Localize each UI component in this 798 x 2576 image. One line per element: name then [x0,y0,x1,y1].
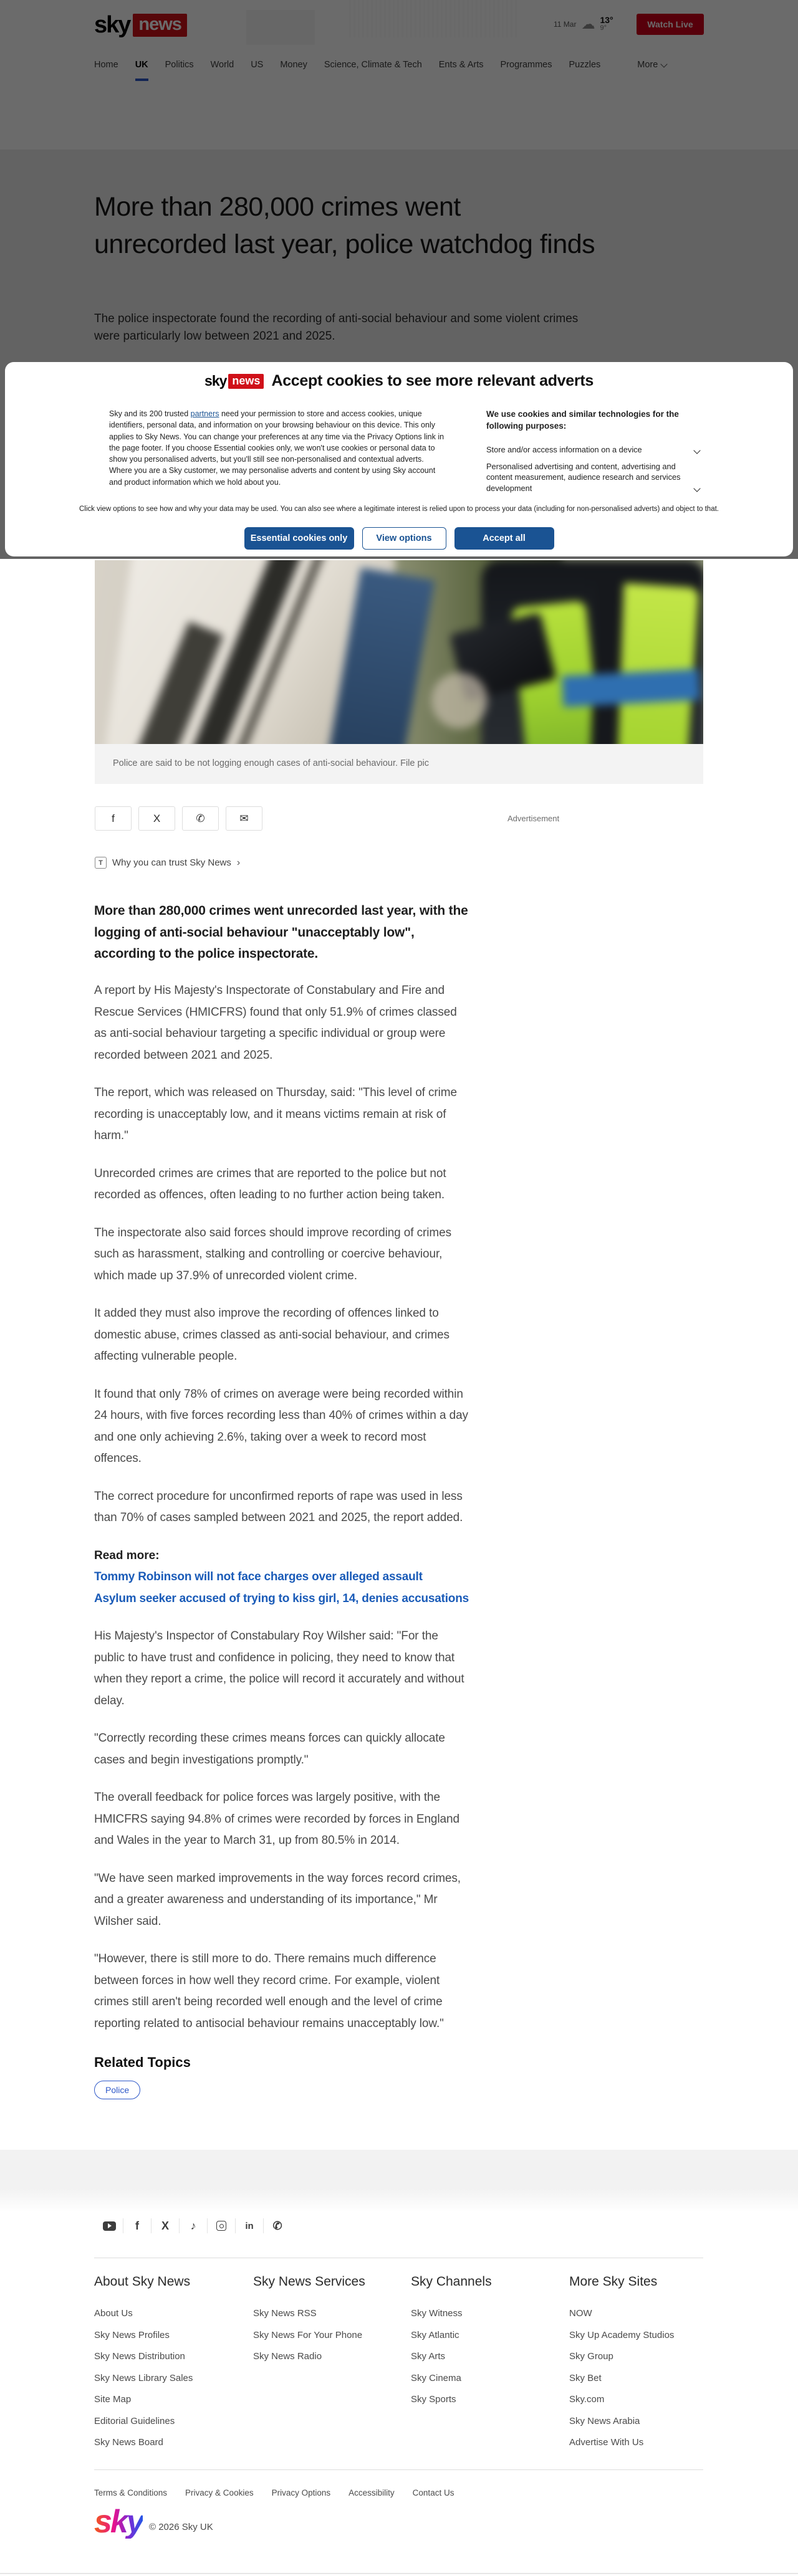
advertisement-label: Advertisement [507,814,560,823]
footer-column-title: Sky News Services [253,2274,365,2289]
article-hero-image [95,560,703,744]
purpose-item-1[interactable] [486,444,699,456]
cookie-purposes-panel [486,408,699,494]
whatsapp-icon: ✆ [272,2219,282,2232]
article-paragraph: "Correctly recording these crimes means forces can quickly allocate cases and begin investigations promptly." [94,1732,445,1767]
read-more-links [94,1567,471,1610]
article-paragraph: His Majesty's Inspector of Constabulary Roy Wilsher said: "For the public to have trust and confidence in policing, they need to know that when they report a crime, the police will record it accurately and without delay. [94,1629,464,1707]
footer-column-sky-news-services [253,2274,403,2373]
cookie-dialog-body-text [109,408,446,488]
footer-column-title: More Sky Sites [569,2274,658,2289]
chevron-right-icon: › [236,857,241,868]
partners-link[interactable]: partners [190,409,219,418]
social-tiktok-button[interactable] [180,2218,208,2233]
footer-link[interactable]: Sky Group [569,2351,613,2362]
article-intro: More than 280,000 crimes went unrecorded last year, with the logging of anti-social behaviour "unacceptably low", according to the police inspectorate. [94,904,468,961]
legal-link-contact-us[interactable]: Contact Us [412,2488,454,2497]
cookie-dialog-buttons [5,527,793,550]
footer-column-about-sky-news [94,2274,244,2459]
footer-link[interactable]: Sky Atlantic [411,2329,459,2340]
footer-link[interactable]: Sky News Distribution [94,2351,185,2362]
footer-column-sky-channels [411,2274,560,2416]
facebook-icon: f [112,812,115,824]
youtube-icon [103,2221,116,2231]
footer-link[interactable]: Sky Up Academy Studios [569,2329,675,2340]
legal-link-privacy-options[interactable]: Privacy Options [271,2488,331,2497]
footer-link[interactable]: Sky News Profiles [94,2329,170,2340]
read-more-label: Read more: [94,1548,160,1562]
footer-link[interactable]: About Us [94,2308,133,2319]
social-facebook-button[interactable] [123,2218,151,2233]
purpose-label: Store and/or access information on a device [486,445,642,454]
footer-link[interactable]: Site Map [94,2394,132,2405]
footer-link[interactable]: Sky Witness [411,2308,463,2319]
footer-link[interactable]: NOW [569,2308,592,2319]
footer-column-more-sky-sites [569,2274,719,2459]
x-icon: X [153,812,161,824]
footer-link[interactable]: Sky News Arabia [569,2415,640,2426]
sky-news-logo-small [204,373,264,389]
footer-link[interactable]: Sky News Board [94,2437,163,2448]
paragraph-group-b [94,1626,471,2035]
linkedin-icon: in [245,2220,254,2231]
footer-column-list [411,2308,560,2416]
footer-column-list [253,2308,403,2373]
cookie-consent-dialog [5,362,793,556]
article-paragraph: The report, which was released on Thursday, said: "This level of crime recording is unacceptably low, and it means victims remain at risk of harm." [94,1086,457,1143]
accept-all-button[interactable]: Accept all [454,527,554,550]
footer-column-list [94,2308,244,2459]
footer-link[interactable]: Advertise With Us [569,2437,644,2448]
cookie-text-after: need your permission to store and access cookies, unique identifiers, personal data, and information on your browsing behaviour on this device. This only applies to Sky News. You can change your preferences at any time via the Privacy Options link in the page footer. If you choose Essential cookies only, we won't use cookies or personal data to show you personalised adverts, but you'll still see non-personalised and contextual adverts. Where you are a Sky customer, we may personalise adverts and content by using Sky account and product information which we hold about you. [109,409,445,487]
logo-sky-text: sky [204,373,227,389]
social-x-button[interactable] [151,2218,180,2233]
copyright: © 2026 Sky UK [149,2522,213,2532]
social-whatsapp-button[interactable] [264,2218,291,2233]
share-row [95,806,262,831]
purpose-label: Personalised advertising and content, advertising and content measurement, audience research and services development [486,461,681,493]
share-x-button[interactable] [138,806,175,831]
social-instagram-button[interactable] [208,2218,236,2233]
legal-link-accessibility[interactable]: Accessibility [349,2488,395,2497]
read-more-link[interactable]: Tommy Robinson will not face charges over alleged assault [94,1570,423,1584]
legal-link-terms-conditions[interactable]: Terms & Conditions [94,2488,168,2497]
footer-link[interactable]: Sky Cinema [411,2372,461,2383]
legal-link-privacy-cookies[interactable]: Privacy & Cookies [185,2488,254,2497]
footer-link[interactable]: Sky News Library Sales [94,2372,193,2383]
article-paragraph: A report by His Majesty's Inspectorate of Constabulary and Fire and Rescue Services (HMICFRS) found that only 51.9% of crimes classed as anti-social behaviour targeting a specific individual or group were recorded between 2021 and 2025. [94,984,457,1062]
footer [0,2212,798,2575]
page-bottom-rule [0,2573,798,2574]
email-icon: ✉ [239,812,249,824]
share-whatsapp-button[interactable] [182,806,219,831]
why-trust-link[interactable] [95,857,240,869]
footer-link[interactable]: Sky Sports [411,2394,456,2405]
footer-column-title: Sky Channels [411,2274,492,2289]
image-caption: Police are said to be not logging enough cases of anti-social behaviour. File pic [113,758,430,768]
chevron-down-icon [693,447,700,454]
police-photo [95,560,703,744]
related-topics-heading: Related Topics [94,2054,191,2071]
paragraph-group-a [94,980,471,1529]
article-paragraph: The correct procedure for unconfirmed reports of rape was used in less than 70% of cases sampled between 2021 and 2025, the report added. [94,1489,463,1525]
footer-column-list [569,2308,719,2459]
tiktok-icon: ♪ [190,2219,196,2232]
footer-column-title: About Sky News [94,2274,191,2289]
footer-link[interactable]: Sky News RSS [253,2308,317,2319]
footer-link[interactable]: Sky Bet [569,2372,602,2383]
logo-news-text: news [228,374,264,389]
cookie-dialog-header [5,372,793,390]
footer-link[interactable]: Editorial Guidelines [94,2415,175,2426]
footer-link[interactable]: Sky News For Your Phone [253,2329,363,2340]
article-paragraph: The overall feedback for police forces was largely positive, with the HMICFRS saying 94.8% of crimes were recorded by forces in England and Wales in the year to March 31, up from 80.5% in 2014. [94,1791,459,1848]
social-youtube-button[interactable] [95,2218,123,2233]
social-linkedin-button[interactable] [236,2218,264,2233]
cookie-dialog-note: Click view options to see how and why your data may be used. You can also see where a legitimate interest is relied upon to process your data (including for non-personalised adverts) and object to that. [79,505,719,513]
article-paragraph: The inspectorate also said forces should improve recording of crimes such as harassment, stalking and controlling or coercive behaviour, which made up 37.9% of unrecorded violent crime. [94,1226,451,1282]
image-caption-bar [95,744,703,784]
cookie-text-before: Sky and its 200 trusted [109,409,191,418]
read-more-link[interactable]: Asylum seeker accused of trying to kiss girl, 14, denies accusations [94,1591,469,1605]
article-paragraph: It added they must also improve the recording of offences linked to domestic abuse, crimes classed as anti-social behaviour, and crimes affecting vulnerable people. [94,1307,449,1363]
footer-divider-bottom [94,2469,703,2470]
facebook-icon: f [135,2219,139,2232]
x-icon: X [161,2219,169,2232]
cookie-dialog-title: Accept cookies to see more relevant adverts [271,372,594,389]
trust-label: Why you can trust Sky News [112,857,231,868]
footer-link[interactable]: Sky News Radio [253,2351,322,2362]
instagram-icon [216,2221,226,2231]
ad-band [0,2150,798,2212]
chevron-down-icon [693,485,700,492]
purposes-heading: We use cookies and similar technologies for the following purposes: [486,409,679,431]
article-paragraph: Unrecorded crimes are crimes that are reported to the police but not recorded as offences, often leading to no further action being taken. [94,1166,446,1202]
whatsapp-icon: ✆ [196,812,205,824]
topic-pill-police[interactable]: Police [94,2081,140,2099]
article-paragraph: "However, there is still more to do. There remains much difference between forces in how well they record crime. For example, violent crimes still aren't being recorded well enough and the level of crime reporting related to antisocial behaviour remains unacceptably low." [94,1952,444,2030]
topic-pills [94,2081,471,2099]
article-paragraph: It found that only 78% of crimes on average were being recorded within 24 hours, with five forces recording less than 40% of crimes within a day and one only achieving 2.6%, taking over a week to record most offences. [94,1387,468,1466]
article-body [94,900,471,2099]
purpose-item-2[interactable] [486,461,699,494]
essential-cookies-button[interactable]: Essential cookies only [244,527,354,550]
view-options-button[interactable]: View options [362,527,446,550]
instagram-lens-glyph [219,2224,224,2228]
share-email-button[interactable] [226,806,262,831]
footer-legal-links [94,2488,454,2497]
share-facebook-button[interactable] [95,806,132,831]
trust-badge-icon: T [95,857,107,869]
youtube-play-glyph [108,2223,112,2228]
purposes-list [486,444,699,494]
sky-gradient-logo[interactable]: sky [94,2504,143,2540]
footer-link[interactable]: Sky Arts [411,2351,446,2362]
article-paragraph: "We have seen marked improvements in the way forces record crimes, and a greater awareness and understanding of its importance," Mr Wilsher said. [94,1871,461,1928]
footer-social-row [95,2218,291,2233]
footer-link[interactable]: Sky.com [569,2394,605,2405]
